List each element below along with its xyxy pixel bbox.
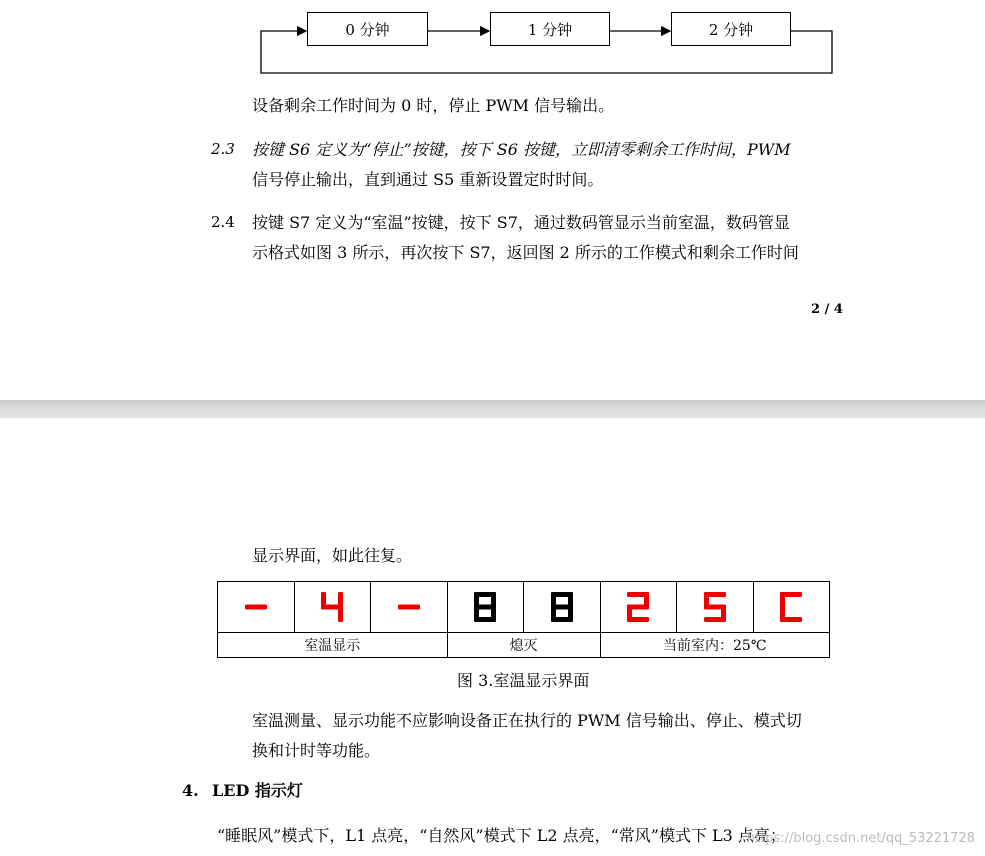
figure-caption: 图 3.室温显示界面 bbox=[457, 671, 590, 690]
seven-segment-digit bbox=[245, 592, 267, 622]
flow-box-1min: 1 分钟 bbox=[490, 12, 610, 46]
display-digit-cell bbox=[524, 582, 601, 633]
list-item-text: 信号停止输出，直到通过 S5 重新设置定时时间。 bbox=[252, 170, 604, 189]
display-digit-cell bbox=[294, 582, 371, 633]
list-item-text: 按键 S7 定义为“室温”按键，按下 S7，通过数码管显示当前室温，数码管显 bbox=[252, 213, 790, 232]
flow-box-0min: 0 分钟 bbox=[307, 12, 428, 46]
section-title: LED 指示灯 bbox=[212, 781, 303, 800]
display-digit-cell bbox=[371, 582, 448, 633]
list-number: 2.4 bbox=[211, 213, 235, 231]
seven-segment-digit bbox=[321, 592, 343, 622]
seven-segment-digit bbox=[780, 592, 802, 622]
paragraph-line: 显示界面，如此往复。 bbox=[252, 546, 413, 565]
display-digit-cell bbox=[447, 582, 524, 633]
seven-segment-digit bbox=[627, 592, 649, 622]
segment-d bbox=[780, 617, 802, 622]
page-number: 2 / 4 bbox=[811, 302, 843, 317]
document-page-2 bbox=[0, 0, 985, 400]
paragraph-line: 室温测量、显示功能不应影响设备正在执行的 PWM 信号输出、停止、模式切 bbox=[252, 711, 802, 730]
seven-segment-digit bbox=[551, 592, 573, 622]
seven-segment-digit bbox=[474, 592, 496, 622]
list-item-text: 示格式如图 3 所示，再次按下 S7，返回图 2 所示的工作模式和剩余工作时间 bbox=[252, 243, 799, 262]
paragraph-line: 设备剩余工作时间为 0 时，停止 PWM 信号输出。 bbox=[252, 96, 615, 115]
segment-g bbox=[551, 605, 573, 610]
label-temperature: 当前室内：25℃ bbox=[600, 633, 830, 658]
segment-g bbox=[398, 605, 420, 610]
paragraph-line: 换和计时等功能。 bbox=[252, 741, 381, 760]
list-item-text: 按键 S6 定义为“停止”按键，按下 S6 按键，立即清零剩余工作时间，PWM bbox=[252, 140, 791, 159]
seven-segment-digit bbox=[704, 592, 726, 622]
segment-d bbox=[704, 617, 726, 622]
watermark: https://blog.csdn.net/qq_53221728 bbox=[746, 831, 975, 846]
list-number: 2.3 bbox=[211, 140, 235, 158]
display-digit-cell bbox=[677, 582, 754, 633]
flow-box-2min: 2 分钟 bbox=[671, 12, 791, 46]
document-page-3 bbox=[0, 418, 985, 856]
segment-g bbox=[245, 605, 267, 610]
label-mode: 室温显示 bbox=[218, 633, 448, 658]
segment-c bbox=[338, 605, 343, 623]
display-digit-cell bbox=[218, 582, 295, 633]
seven-segment-digit bbox=[398, 592, 420, 622]
segment-d bbox=[627, 617, 649, 622]
section-number: 4. bbox=[182, 781, 199, 800]
page-separator bbox=[0, 400, 985, 418]
seven-segment-display-table bbox=[217, 581, 830, 658]
label-off: 熄灭 bbox=[447, 633, 600, 658]
paragraph-line: “睡眠风”模式下，L1 点亮，“自然风”模式下 L2 点亮，“常风”模式下 L3 点亮； bbox=[217, 826, 786, 845]
segment-g bbox=[474, 605, 496, 610]
display-digit-cell bbox=[600, 582, 677, 633]
display-digit-cell bbox=[753, 582, 830, 633]
